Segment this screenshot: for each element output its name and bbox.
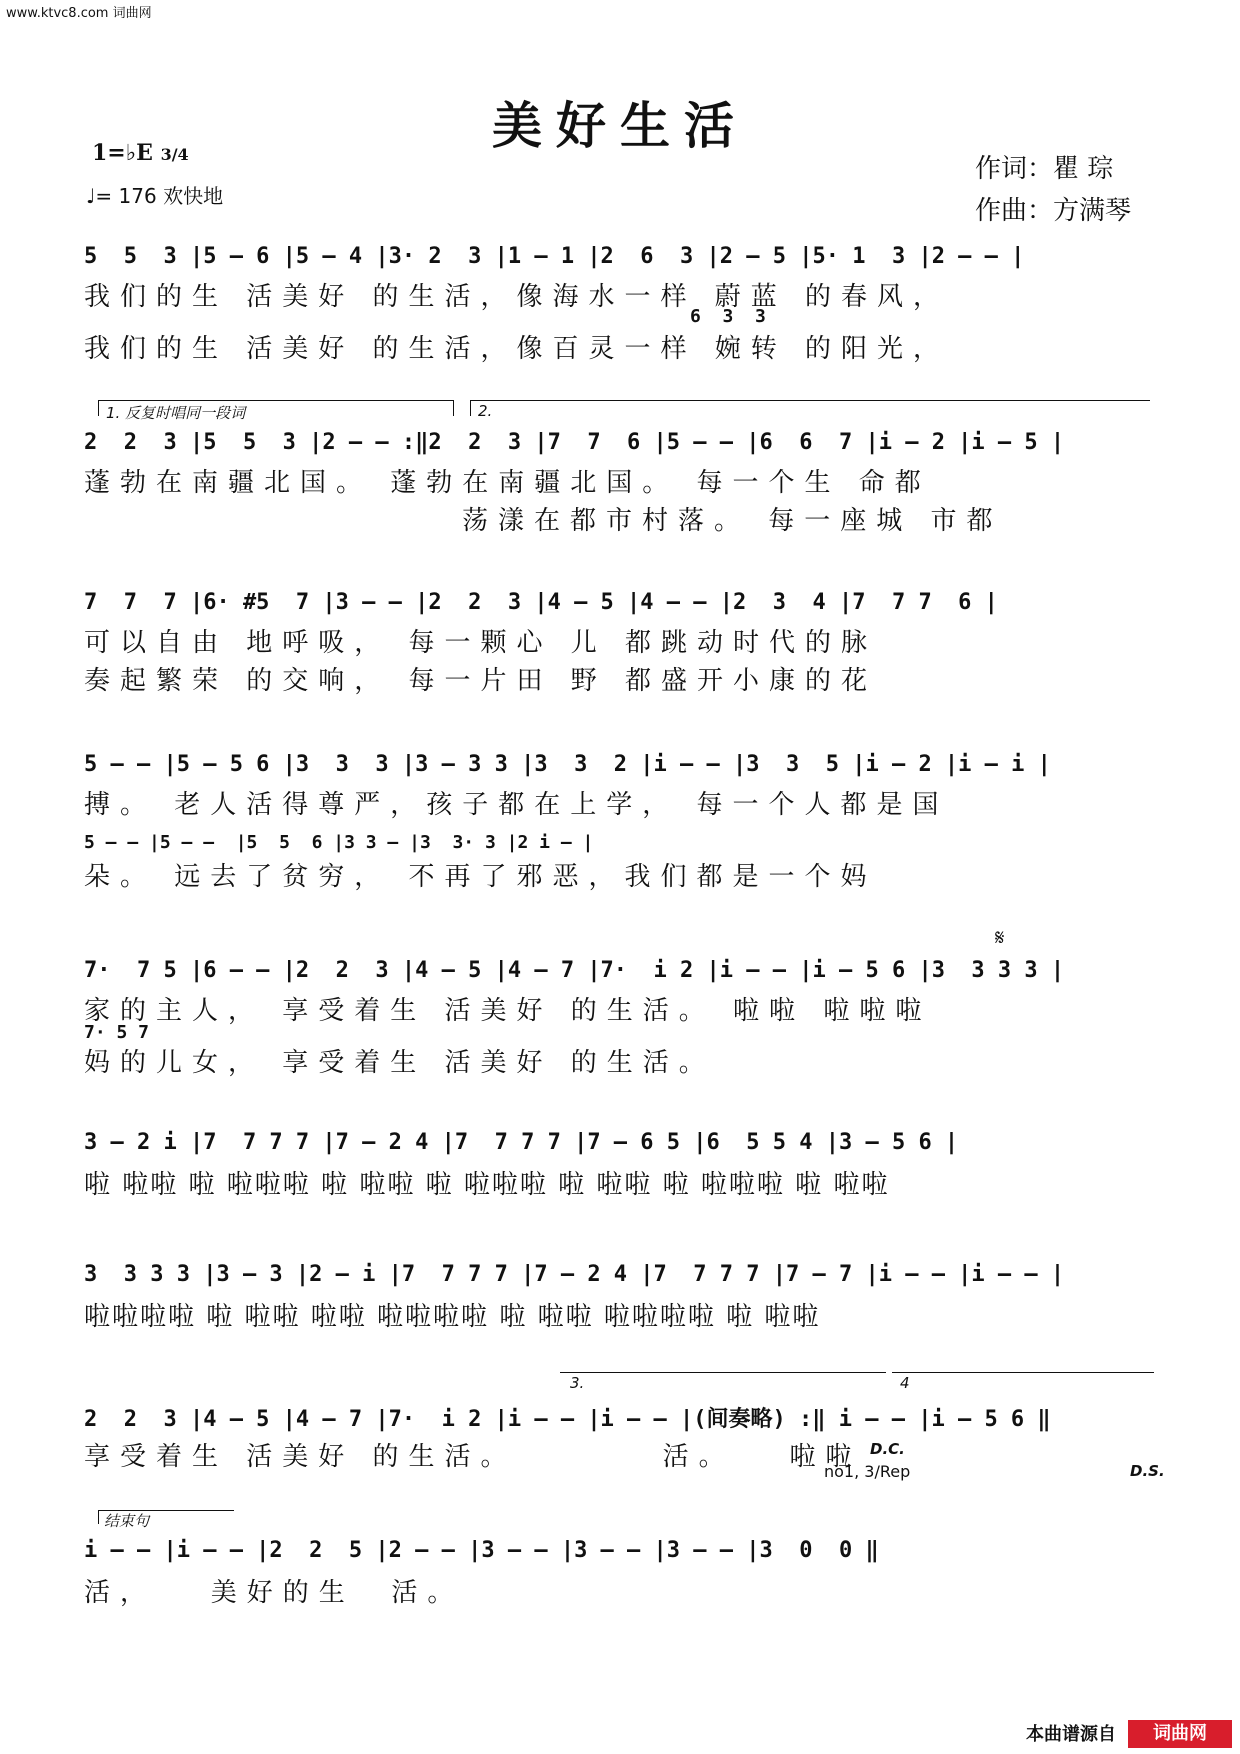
repeat-note: no1, 3/Rep [824, 1462, 911, 1481]
composer: 作曲：方满琴 [975, 196, 1132, 226]
ending-label: 结束句 [104, 1512, 150, 1530]
volta-tick-1 [98, 400, 99, 416]
key-signature [92, 140, 189, 166]
volta-1-label: 1. 反复时唱同一段词 [106, 404, 246, 422]
notes-sub-5: 7· 5 7 [84, 1022, 150, 1043]
volta-tick-2 [470, 400, 471, 416]
volta-3-label: 3. [570, 1374, 585, 1392]
lyrics-row-3b: 奏起繁荣 的交响， 每一片田 野 都盛开小康的花 [84, 666, 878, 696]
volta-2-label: 2. [478, 402, 493, 420]
notes-row-2: 2 2 3 |5 5 3 |2 – – :‖2 2 3 |7 7 6 |5 – – |6 6 7 |i – 2 |i – 5 | [84, 430, 1065, 455]
segno-sign: 𝄋 [995, 926, 1005, 951]
lyrics-row-4a: 搏。 老人活得尊严，孩子都在上学， 每一个人都是国 [84, 790, 949, 820]
notes-row-7: 3 3 3 3 |3 – 3 |2 – i |7 7 7 7 |7 – 2 4 |7 7 7 7 |7 – 7 |i – – |i – – | [84, 1262, 1065, 1287]
ds-mark: D.S. [1130, 1462, 1165, 1480]
lyricist: 作词：瞿 琮 [975, 154, 1114, 184]
lyrics-row-2b: 荡漾在都市村落。 每一座城 市都 [462, 506, 1003, 536]
lyrics-row-9: 活， 美好的生 活。 [84, 1578, 464, 1608]
credits [975, 148, 1131, 232]
footer-brand-logo: 词曲网 [1128, 1720, 1232, 1748]
footer-source: 本曲谱源自 [1026, 1724, 1116, 1745]
lyrics-row-7: 啦啦啦啦 啦 啦啦 啦啦 啦啦啦啦 啦 啦啦 啦啦啦啦 啦 啦啦 [84, 1302, 821, 1332]
lyrics-row-3a: 可以自由 地呼吸， 每一颗心 儿 都跳动时代的脉 [84, 628, 878, 658]
ending-bracket-tick [98, 1510, 99, 1524]
notes-sub-1: 6 3 3 [690, 306, 766, 327]
notes-sub-4: 5 – – |5 – – |5 5 6 |3 3 – |3 3· 3 |2 i – | [84, 832, 594, 853]
volta-line-1 [98, 400, 453, 401]
volta-line-4 [892, 1372, 1154, 1373]
dc-mark: D.C. [870, 1440, 905, 1458]
volta-4-label: 4 [900, 1374, 910, 1392]
notes-row-3: 7 7 7 |6· #5 7 |3 – – |2 2 3 |4 – 5 |4 – – |2 3 4 |7 7 7 6 | [84, 590, 998, 615]
volta-line-3 [560, 1372, 886, 1373]
notes-row-6: 3 – 2 i |7 7 7 7 |7 – 2 4 |7 7 7 7 |7 – 6 5 |6 5 5 4 |3 – 5 6 | [84, 1130, 959, 1155]
lyrics-row-5a: 家的主人， 享受着生 活美好 的生活。 啦啦 啦啦啦 [84, 996, 932, 1026]
key-text: 1=♭E [92, 140, 153, 166]
notes-row-9: i – – |i – – |2 2 5 |2 – – |3 – – |3 – – |3 – – |3 0 0 ‖ [84, 1538, 879, 1563]
lyrics-row-1b: 我们的生 活美好 的生活，像百灵一样 婉转 的阳光， [84, 334, 950, 364]
volta-tick-1b [453, 400, 454, 416]
lyrics-row-8: 享受着生 活美好 的生活。 活。 啦啦 [84, 1442, 862, 1472]
site-watermark: www.ktvc8.com 词曲网 [6, 6, 152, 21]
tempo-marking: ♩= 176 欢快地 [86, 184, 224, 208]
lyrics-row-2a: 蓬勃在南疆北国。 蓬勃在南疆北国。 每一个生 命都 [84, 468, 931, 498]
notes-row-4: 5 – – |5 – 5 6 |3 3 3 |3 – 3 3 |3 3 2 |i – – |3 3 5 |i – 2 |i – i | [84, 752, 1051, 777]
notes-row-8: 2 2 3 |4 – 5 |4 – 7 |7· i 2 |i – – |i – – |(间奏略) :‖ i – – |i – 5 6 ‖ [84, 1407, 1051, 1432]
lyrics-row-6: 啦 啦啦 啦 啦啦啦 啦 啦啦 啦 啦啦啦 啦 啦啦 啦 啦啦啦 啦 啦啦 [84, 1170, 890, 1200]
song-title: 美好生活 [492, 96, 748, 155]
time-signature: 3/4 [160, 145, 189, 164]
notes-row-1: 5 5 3 |5 – 6 |5 – 4 |3· 2 3 |1 – 1 |2 6 3 |2 – 5 |5· 1 3 |2 – – | [84, 244, 1025, 269]
lyrics-row-5b: 妈的儿女， 享受着生 活美好 的生活。 [84, 1048, 715, 1078]
volta-line-2 [470, 400, 1150, 401]
notes-row-5: 7· 7 5 |6 – – |2 2 3 |4 – 5 |4 – 7 |7· i 2 |i – – |i – 5 6 |3 3 3 3 | [84, 958, 1065, 983]
lyrics-row-4b: 朵。 远去了贫穷， 不再了邪恶，我们都是一个妈 [84, 862, 877, 892]
lyrics-row-1a: 我们的生 活美好 的生活，像海水一样 蔚蓝 的春风， [84, 282, 950, 312]
